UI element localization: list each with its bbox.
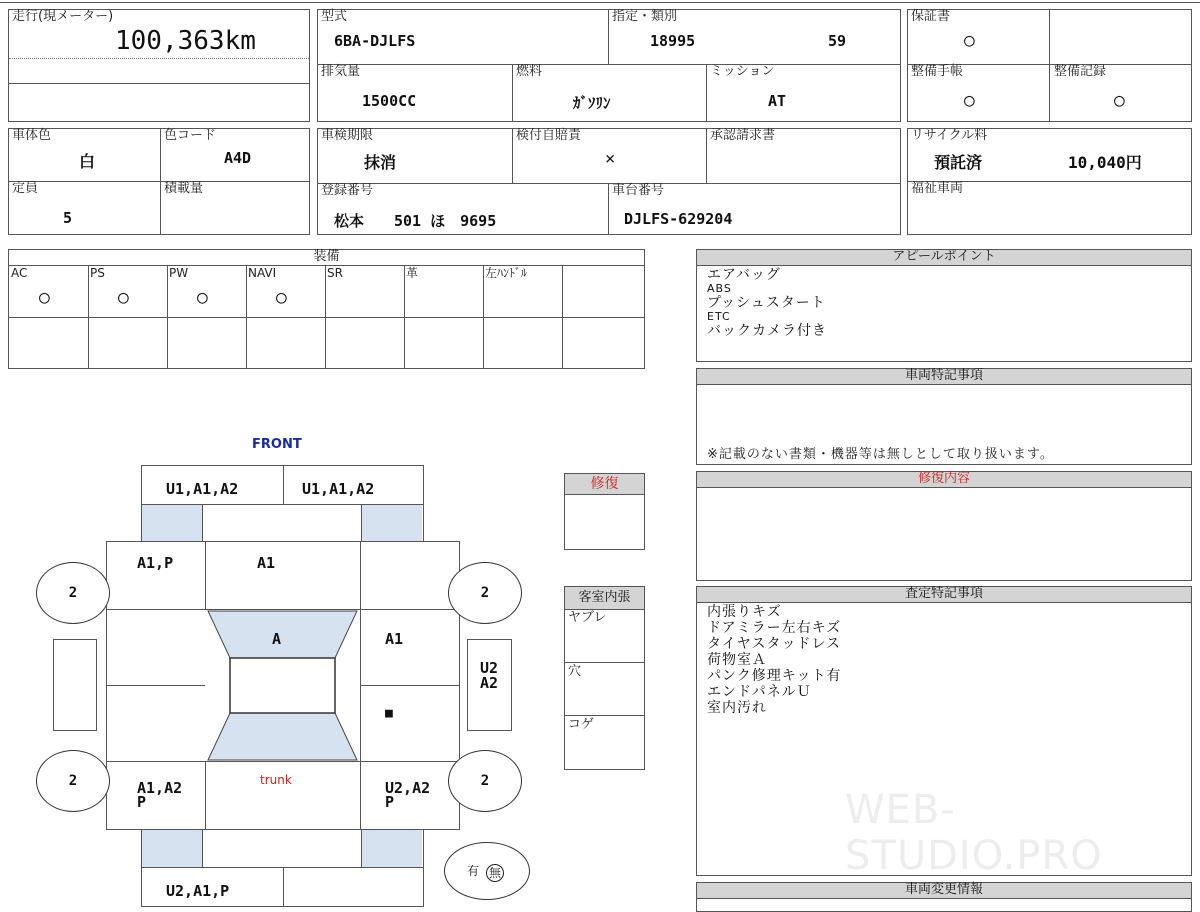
designation-label: 指定・類別 [612,9,678,24]
line [141,505,142,542]
recycle-status: 預託済 [934,153,983,172]
documents-divider-v [1049,10,1050,121]
front-right-corner [362,505,422,542]
load-capacity-label: 積載量 [164,181,204,196]
chassis-value: DJLFS-629204 [624,210,733,228]
inspection-row [317,128,901,184]
equipment-col-divider [88,265,89,368]
body-color-value: 白 [79,152,96,171]
maintenance-notebook-value: ○ [964,90,975,111]
line [141,830,142,868]
spare-no-label: 無 [486,864,504,882]
top-border [0,2,1200,3]
line [423,830,424,868]
assessment-line: タイヤスタッドレス [707,636,842,652]
body-color-label: 車体色 [12,128,52,143]
appeal-line: バックカメラ付き [707,323,827,339]
line [202,505,203,542]
color-code-value: A4D [224,149,252,167]
tire-rear-left: 2 [36,750,110,812]
color-code-label: 色コード [164,128,217,143]
interior-row-tear: ヤブレ [568,610,607,625]
door-right-rear-label: ■ [385,706,393,721]
quarter-right-label: U2,A2 P [385,779,431,811]
recycle-box [907,128,1192,235]
capacity-value: 5 [63,209,73,227]
engine-row [317,64,901,122]
line [361,830,362,868]
hood-label: A1 [257,554,276,572]
engine-divider-2 [706,65,707,121]
warranty-value: ○ [964,30,975,51]
welfare-label: 福祉車両 [911,181,964,196]
registration-value: 松本 501 ほ 9695 [334,212,497,230]
displacement-value: 1500CC [362,92,417,110]
side-right-label: U2 A2 [480,659,499,692]
equipment-col-divider [562,265,563,368]
vehicle-notes-text: ※記載のない書類・機器等は無しとして取り扱います。 [707,447,1054,462]
tire-front-right: 2 [448,562,522,624]
front-label: FRONT [252,437,302,452]
vehicle-notes-title: 車両特記事項 [697,369,1191,385]
assessment-panel [696,586,1192,879]
equipment-col-divider [325,265,326,368]
interior-title: 客室内張 [565,587,644,610]
capacity-label: 定員 [12,181,39,196]
interior-divider-1 [565,662,644,663]
vehicle-change-panel [696,882,1192,912]
equipment-label: 革 [406,266,419,280]
left-side-panel [53,639,97,731]
registration-row [317,183,901,235]
line [202,830,203,868]
inspection-label: 車検期限 [321,128,374,143]
equipment-label: PW [169,266,189,280]
model-label: 型式 [321,9,348,24]
engine-divider-1 [512,65,513,121]
fender-left-label: A1,P [137,554,174,572]
interior-divider-2 [565,715,644,716]
repair-content-panel [696,471,1192,581]
equipment-value: ○ [118,287,129,308]
recycle-amount: 10,040円 [1068,153,1142,172]
equipment-box [8,249,645,369]
appeal-list [707,267,827,339]
equipment-value: ○ [276,287,287,308]
warranty-label: 保証書 [911,9,951,24]
rear-left-corner [142,830,202,868]
mileage-value: 100,363km [115,26,256,56]
model-divider [608,10,609,64]
cabin-shape [205,609,361,762]
roof-label: A [272,630,282,648]
model-row [317,9,901,65]
designation-value-1: 18995 [650,32,696,50]
mileage-label: 走行(現メーター) [12,9,114,24]
assessment-line: 荷物室Ａ [707,652,767,668]
front-left-corner [142,505,202,542]
equipment-label: SR [327,266,343,280]
chassis-label: 車台番号 [612,183,665,198]
door-right-front-label: A1 [385,630,404,648]
equipment-label: AC [11,266,28,280]
vehicle-notes-panel [696,368,1192,465]
mileage-box [8,9,310,122]
appeal-line: ETC [707,310,731,323]
line [360,685,460,686]
registration-label: 登録番号 [321,183,374,198]
repair-content-title: 修復内容 [697,472,1191,488]
watermark: WEB-STUDIO.PRO [845,787,1103,879]
equipment-col-divider [483,265,484,368]
inspection-divider-1 [512,129,513,183]
appeal-line: ABS [707,282,732,295]
line [205,541,206,609]
maintenance-record-value: ○ [1114,90,1125,111]
displacement-label: 排気量 [321,64,361,79]
tire-rear-right: 2 [448,750,522,812]
rear-label: U2,A1,P [166,882,230,900]
appeal-line: プッシュスタート [707,295,826,311]
color-divider-h [9,181,309,182]
assessment-line: ドアミラー左右キズ [707,620,842,636]
assessment-list [707,604,841,716]
assessment-line: 内張りキズ [707,604,782,620]
vehicle-change-title: 車両変更情報 [697,883,1191,899]
equipment-col-divider [404,265,405,368]
interior-panel [564,586,645,770]
approval-label: 承認請求書 [710,128,776,143]
color-box [8,128,310,235]
equipment-row-divider [9,317,644,318]
maintenance-record-label: 整備記録 [1054,64,1107,79]
line [106,685,205,686]
equipment-col-divider [167,265,168,368]
spare-tire [444,842,530,900]
registration-divider [608,184,609,234]
fuel-value: ｶﾞｿﾘﾝ [573,94,611,112]
equipment-label: NAVI [248,266,277,280]
designation-value-2: 59 [828,32,847,50]
equipment-title: 装備 [9,250,644,266]
recycle-label: リサイクル料 [911,128,988,143]
rear-bumper-divider [283,868,284,906]
equipment-value: ○ [39,287,50,308]
assessment-title: 査定特記事項 [697,587,1191,603]
model-value: 6BA-DJLFS [334,32,416,50]
fuel-label: 燃料 [516,64,543,79]
line [423,505,424,542]
appeal-panel [696,249,1192,362]
equipment-col-divider [246,265,247,368]
interior-row-hole: 穴 [568,664,582,679]
insurance-label: 検付自賠責 [516,128,582,143]
quarter-left-label: A1,A2 P [137,779,183,811]
equipment-label: PS [90,266,105,280]
front-bumper-divider [283,466,284,504]
repair-panel [564,473,645,550]
line [361,505,362,542]
equipment-label: 左ﾊﾝﾄﾞﾙ [485,266,528,280]
maintenance-notebook-label: 整備手帳 [911,64,964,79]
rear-right-corner [362,830,422,868]
appeal-line: エアバッグ [707,267,781,283]
interior-row-burn: コゲ [568,717,595,732]
spare-yes-label: 有 [467,864,480,878]
assessment-line: パンク修理キット有 [707,668,842,684]
line [205,761,206,829]
appeal-title: アピールポイント [697,250,1191,266]
transmission-value: AT [768,92,787,110]
equipment-value: ○ [197,287,208,308]
tire-front-left: 2 [36,562,110,624]
inspection-divider-2 [706,129,707,183]
front-left-label: U1,A1,A2 [166,480,239,498]
insurance-value: × [605,149,616,169]
inspection-value: 抹消 [364,153,397,172]
transmission-label: ミッション [710,64,775,79]
repair-title: 修復 [565,474,644,495]
mileage-divider-dotted [9,58,309,59]
assessment-line: 室内汚れ [707,700,767,716]
front-right-label: U1,A1,A2 [302,480,375,498]
assessment-line: エンドパネルＵ [707,684,812,700]
mileage-divider [9,83,309,84]
documents-box [907,9,1192,122]
trunk-label: trunk [260,773,292,787]
